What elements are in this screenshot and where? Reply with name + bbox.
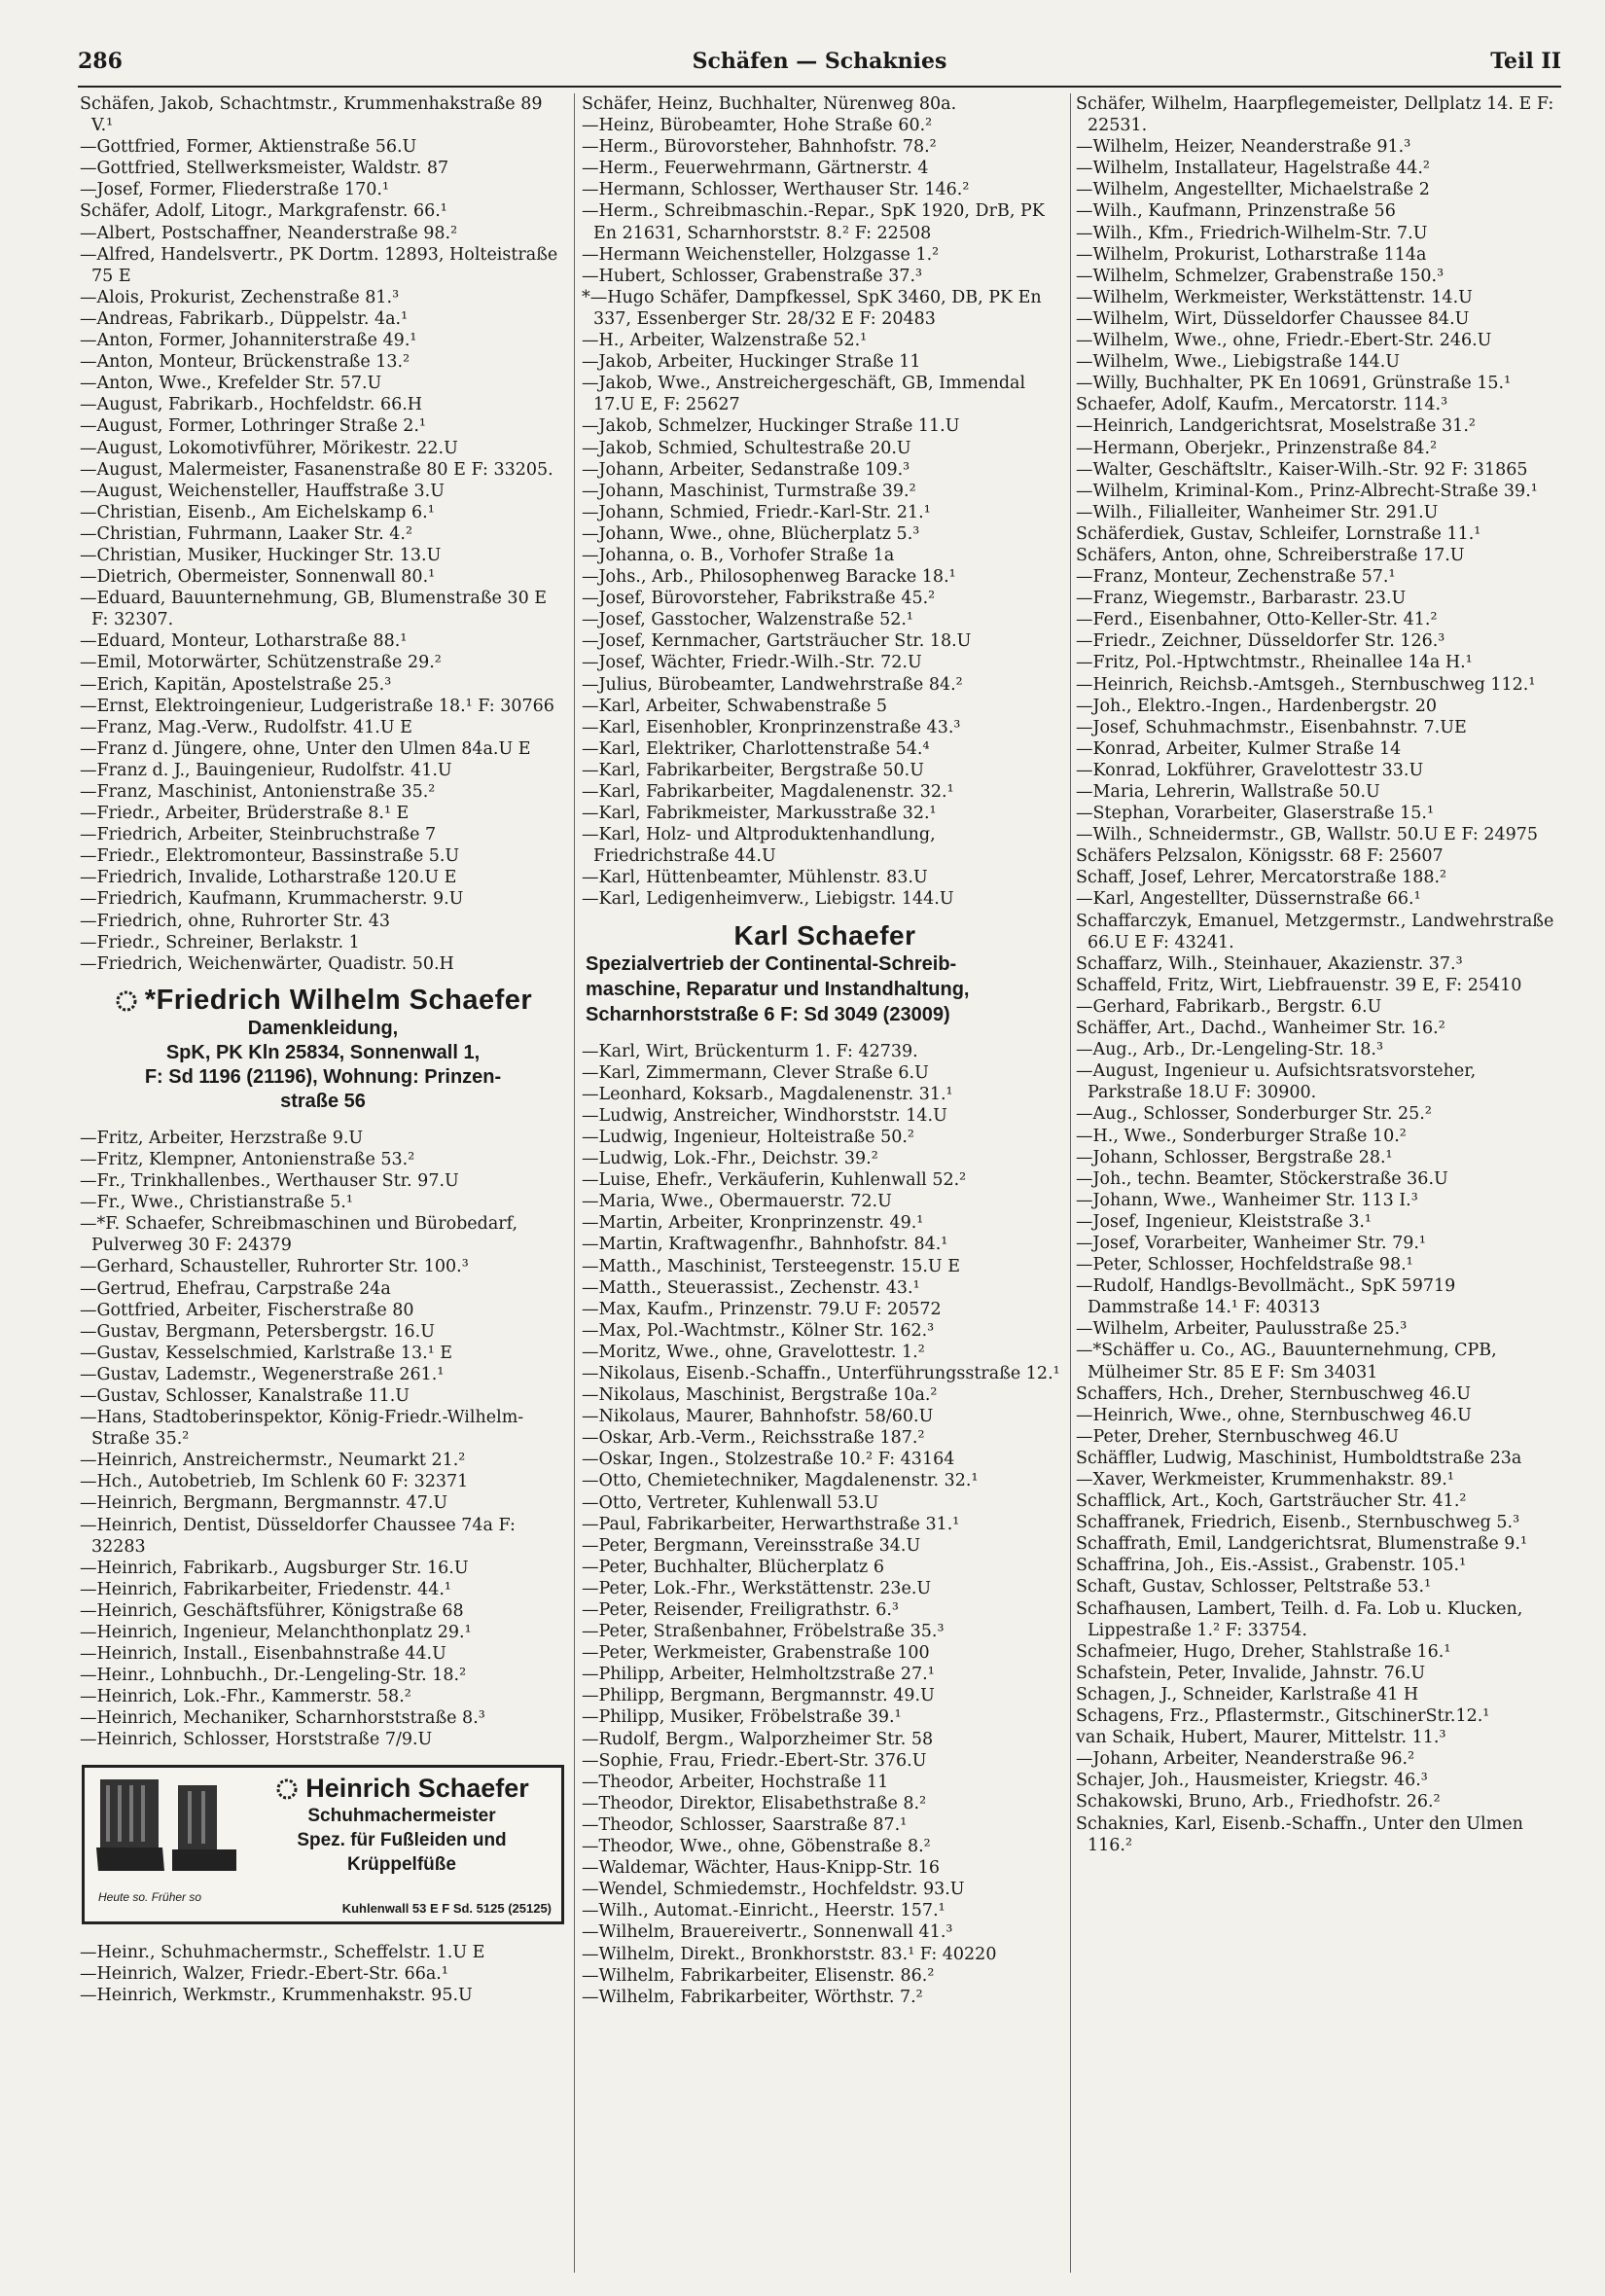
directory-entry: —Josef, Former, Fliederstraße 170.¹ (80, 180, 389, 200)
directory-entry: Schäffer, Art., Dachd., Wanheimer Str. 16.² (1076, 1019, 1445, 1039)
column-2 (582, 93, 1068, 2273)
directory-entry: —Gerhard, Schausteller, Ruhrorter Str. 100.³ (80, 1257, 469, 1277)
directory-entry: —August, Weichensteller, Hauffstraße 3.U (80, 481, 445, 501)
directory-entry: —Eduard, Bauunternehmung, GB, Blumenstraße 30 E F: 32307. (80, 589, 548, 630)
directory-entry: —Rudolf, Handlgs-Bevollmächt., SpK 59719 Dammstraße 14.¹ F: 40313 (1076, 1276, 1456, 1318)
ad-heinrich-schaefer (82, 1765, 564, 1924)
directory-entry: Schäfers, Anton, ohne, Schreiberstraße 17.U (1076, 545, 1465, 565)
directory-entry: —Hubert, Schlosser, Grabenstraße 37.³ (582, 266, 923, 286)
directory-entry: —Matth., Maschinist, Tersteegenstr. 15.U E (582, 1256, 960, 1276)
directory-entry: —Peter, Bergmann, Vereinsstraße 34.U (582, 1535, 921, 1556)
directory-entry: —Karl, Fabrikarbeiter, Magdalenenstr. 32.¹ (582, 782, 954, 802)
directory-entry: —Hch., Autobetrieb, Im Schlenk 60 F: 32371 (80, 1472, 469, 1492)
directory-entry: —Heinrich, Wwe., ohne, Sternbuschweg 46.U (1076, 1405, 1472, 1425)
directory-entry: —Heinrich, Landgerichtsrat, Moselstraße 31.² (1076, 416, 1476, 437)
directory-entry: —Otto, Chemietechniker, Magdalenenstr. 32.¹ (582, 1471, 979, 1491)
directory-entry: —Andreas, Fabrikarb., Düppelstr. 4a.¹ (80, 308, 409, 329)
directory-entry: —Willy, Buchhalter, PK En 10691, Grünstraße 15.¹ (1076, 374, 1512, 394)
directory-entry: —Dietrich, Obermeister, Sonnenwall 80.¹ (80, 567, 436, 588)
directory-entry: —Friedrich, Weichenwärter, Quadistr. 50.H (80, 953, 454, 974)
directory-entry: —Johann, Wwe., ohne, Blücherplatz 5.³ (582, 523, 920, 544)
directory-entry: —Wilh., Filialleiter, Wanheimer Str. 291.U (1076, 502, 1439, 522)
directory-entry: —Karl, Arbeiter, Schwabenstraße 5 (582, 696, 888, 716)
page-title: Schäfen — Schaknies (692, 49, 947, 74)
directory-entry: —Franz, Maschinist, Antonienstraße 35.² (80, 782, 436, 802)
directory-entry: —*Schäffer u. Co., AG., Bauunternehmung, CPB, Mülheimer Str. 85 E F: Sm 34031 (1076, 1341, 1497, 1382)
column-1 (80, 93, 566, 2273)
directory-entry: —Julius, Bürobeamter, Landwehrstraße 84.² (582, 674, 963, 695)
directory-entry: —Christian, Eisenb., Am Eichelskamp 6.¹ (80, 502, 435, 522)
directory-entry: —Konrad, Lokführer, Gravelottestr 33.U (1076, 760, 1424, 780)
directory-entry: —Wilhelm, Schmelzer, Grabenstraße 150.³ (1076, 266, 1444, 286)
directory-entry: —Karl, Ledigenheimverw., Liebigstr. 144.U (582, 889, 954, 910)
directory-entry: —Wilh., Automat.-Einricht., Heerstr. 157.¹ (582, 1901, 945, 1921)
directory-entry: Schäfer, Heinz, Buchhalter, Nürenweg 80a. (582, 94, 957, 114)
directory-entry: —Josef, Gasstocher, Walzenstraße 52.¹ (582, 610, 913, 630)
directory-entry: —Wilhelm, Wwe., Liebigstraße 144.U (1076, 352, 1401, 373)
directory-entry: —Ludwig, Lok.-Fhr., Deichstr. 39.² (582, 1149, 878, 1169)
directory-entry: —Nikolaus, Eisenb.-Schaffn., Unterführungsstraße 12.¹ (582, 1363, 1060, 1383)
directory-entry: Schagens, Frz., Pflastermstr., GitschinerStr.12.¹ (1076, 1706, 1490, 1727)
directory-entry: —Wilh., Kfm., Friedrich-Wilhelm-Str. 7.U (1076, 223, 1428, 243)
directory-entry: —Karl, Angestellter, Düssernstraße 66.¹ (1076, 889, 1421, 910)
directory-entry: Schaefer, Adolf, Kaufm., Mercatorstr. 114.³ (1076, 395, 1448, 415)
directory-entry: —Max, Pol.-Wachtmstr., Kölner Str. 162.³ (582, 1320, 935, 1341)
ad-line: Schuhmachermeister (307, 1805, 496, 1826)
directory-entry: —Friedrich, Kaufmann, Krummacherstr. 9.U (80, 889, 464, 910)
directory-entry: —Wilhelm, Wirt, Düsseldorfer Chaussee 84.U (1076, 308, 1470, 329)
directory-entry: —Jakob, Wwe., Anstreichergeschäft, GB, Immendal 17.U E, F: 25627 (582, 374, 1026, 415)
directory-entry: —H., Arbeiter, Walzenstraße 52.¹ (582, 331, 868, 351)
directory-entry: —Philipp, Bergmann, Bergmannstr. 49.U (582, 1686, 935, 1706)
directory-entry: —Heinrich, Lok.-Fhr., Kammerstr. 58.² (80, 1687, 411, 1707)
directory-entry: —Heinrich, Geschäftsführer, Königstraße 68 (80, 1600, 464, 1621)
directory-entry: —Heinrich, Fabrikarb., Augsburger Str. 16.U (80, 1558, 469, 1578)
directory-entry: Schäffler, Ludwig, Maschinist, Humboldtstraße 23a (1076, 1448, 1522, 1468)
ad-name: Karl Schaefer (733, 919, 916, 951)
directory-entry: —Friedrich, ohne, Ruhrorter Str. 43 (80, 911, 391, 931)
directory-entry: —Karl, Elektriker, Charlottenstraße 54.⁴ (582, 738, 930, 759)
directory-entry: —Herm., Bürovorsteher, Bahnhofstr. 78.² (582, 137, 937, 158)
directory-entry: —Maria, Wwe., Obermauerstr. 72.U (582, 1192, 892, 1212)
directory-entry: —Hermann Weichensteller, Holzgasse 1.² (582, 244, 940, 265)
directory-entry: —Gerhard, Fabrikarb., Bergstr. 6.U (1076, 996, 1382, 1017)
directory-entry: Schajer, Joh., Hausmeister, Kriegstr. 46.³ (1076, 1771, 1428, 1791)
directory-entry: —Heinrich, Mechaniker, Scharnhorststraße 8.³ (80, 1708, 485, 1729)
directory-entry: —Karl, Zimmermann, Clever Straße 6.U (582, 1062, 929, 1083)
ornament-icon (114, 988, 139, 1014)
directory-entry: —Karl, Eisenhobler, Kronprinzenstraße 43.³ (582, 717, 961, 737)
directory-entry: —Moritz, Wwe., ohne, Gravelottestr. 1.² (582, 1342, 925, 1362)
directory-entry: —Josef, Bürovorsteher, Fabrikstraße 45.² (582, 589, 936, 609)
entry-list (80, 1942, 566, 2006)
directory-entry: —Peter, Straßenbahner, Fröbelstraße 35.³ (582, 1622, 945, 1642)
directory-entry: —Stephan, Vorarbeiter, Glaserstraße 15.¹ (1076, 804, 1435, 824)
directory-entry: —Heinrich, Ingenieur, Melanchthonplatz 29.¹ (80, 1623, 472, 1642)
directory-entry: —Wilhelm, Fabrikarbeiter, Elisenstr. 86.² (582, 1965, 935, 1986)
directory-entry: —*F. Schaefer, Schreibmaschinen und Bürobedarf, Pulverweg 30 F: 24379 (80, 1214, 518, 1256)
directory-entry: —Fr., Trinkhallenbes., Werthauser Str. 97.U (80, 1171, 459, 1192)
directory-entry: —Sophie, Frau, Friedr.-Ebert-Str. 376.U (582, 1750, 927, 1771)
directory-entry: —Martin, Arbeiter, Kronprinzenstr. 49.¹ (582, 1213, 924, 1234)
directory-entry: —August, Ingenieur u. Aufsichtsratsvorsteher, Parkstraße 18.U F: 30900. (1076, 1061, 1477, 1103)
ad-line: Spezialvertrieb der Continental-Schreib- (586, 952, 957, 975)
directory-entry: —Wilhelm, Brauereivertr., Sonnenwall 41.³ (582, 1922, 953, 1943)
directory-entry: —Wilhelm, Kriminal-Kom., Prinz-Albrecht-Straße 39.¹ (1076, 481, 1538, 501)
directory-entry: Schaknies, Karl, Eisenb.-Schaffn., Unter den Ulmen 116.² (1076, 1813, 1523, 1855)
directory-entry: —Erich, Kapitän, Apostelstraße 25.³ (80, 674, 392, 695)
directory-entry: —Gustav, Bergmann, Petersbergstr. 16.U (80, 1321, 435, 1342)
ad-line: Damenkleidung, (247, 1017, 399, 1039)
directory-entry: —Walter, Geschäftsltr., Kaiser-Wilh.-Str. 92 F: 31865 (1076, 459, 1528, 480)
directory-entry: Schäfer, Adolf, Litogr., Markgrafenstr. 66.¹ (80, 201, 447, 222)
directory-entry: *—Hugo Schäfer, Dampfkessel, SpK 3460, DB, PK En 337, Essenberger Str. 28/32 E F: 20483 (582, 287, 1042, 329)
directory-entry: —Peter, Lok.-Fhr., Werkstättenstr. 23e.U (582, 1578, 932, 1598)
directory-entry: —Joh., Elektro.-Ingen., Hardenbergstr. 20 (1076, 696, 1438, 716)
directory-entry: —Josef, Schuhmachmstr., Eisenbahnstr. 7.UE (1076, 717, 1467, 737)
ad-line: Krüppelfüße (347, 1853, 456, 1875)
directory-entry: —Johann, Schmied, Friedr.-Karl-Str. 21.¹ (582, 502, 931, 522)
directory-entry: —Max, Kaufm., Prinzenstr. 79.U F: 20572 (582, 1299, 942, 1319)
entry-list (1076, 93, 1562, 1856)
directory-entry: —Ferd., Eisenbahner, Otto-Keller-Str. 41.² (1076, 610, 1438, 630)
directory-entry: —August, Malermeister, Fasanenstraße 80 E F: 33205. (80, 459, 553, 480)
directory-entry: —Franz, Mag.-Verw., Rudolfstr. 41.U E (80, 717, 412, 737)
ad-line: Scharnhorststraße 6 F: Sd 3049 (23009) (586, 1003, 950, 1025)
directory-entry: —Wilhelm, Installateur, Hagelstraße 44.² (1076, 159, 1430, 179)
ad-line: Spez. für Fußleiden und (297, 1829, 507, 1850)
entry-list (582, 1041, 1068, 2008)
directory-entry: —Franz d. J., Bauingenieur, Rudolfstr. 41.U (80, 760, 452, 780)
directory-entry: —Paul, Fabrikarbeiter, Herwarthstraße 31.¹ (582, 1514, 960, 1534)
ornament-icon (274, 1776, 300, 1802)
directory-entry: —Maria, Lehrerin, Wallstraße 50.U (1076, 782, 1380, 802)
directory-entry: Schaffarz, Wilh., Steinhauer, Akazienstr. 37.³ (1076, 953, 1463, 974)
directory-entry: —Waldemar, Wächter, Haus-Knipp-Str. 16 (582, 1858, 941, 1879)
ad-address: Kuhlenwall 53 E F Sd. 5125 (25125) (341, 1900, 552, 1916)
directory-entry: —Wilhelm, Werkmeister, Werkstättenstr. 14.U (1076, 287, 1473, 307)
directory-entry: —Franz d. Jüngere, ohne, Unter den Ulmen 84a.U E (80, 738, 531, 759)
directory-entry: —Joh., techn. Beamter, Stöckerstraße 36.U (1076, 1168, 1448, 1189)
directory-entry: —Karl, Holz- und Altproduktenhandlung, Friedrichstraße 44.U (582, 825, 936, 867)
directory-entry: —Gustav, Lademstr., Wegenerstraße 261.¹ (80, 1364, 445, 1384)
directory-entry: —Heinrich, Anstreichermstr., Neumarkt 21.² (80, 1451, 466, 1471)
directory-entry: —Josef, Vorarbeiter, Wanheimer Str. 79.¹ (1076, 1233, 1426, 1253)
directory-entry: —H., Wwe., Sonderburger Straße 10.² (1076, 1126, 1407, 1146)
directory-entry: —Wilhelm, Prokurist, Lotharstraße 114a (1076, 244, 1427, 265)
directory-entry: Schäferdiek, Gustav, Schleifer, Lornstraße 11.¹ (1076, 523, 1481, 544)
ad-name: Heinrich Schaefer (305, 1773, 529, 1803)
directory-entry: —Jakob, Schmelzer, Huckinger Straße 11.U (582, 416, 960, 437)
directory-entry: —Friedrich, Invalide, Lotharstraße 120.U E (80, 868, 457, 888)
directory-entry: —Fr., Wwe., Christianstraße 5.¹ (80, 1193, 353, 1213)
directory-entry: —August, Lokomotivführer, Mörikestr. 22.U (80, 438, 458, 458)
directory-entry: —Oskar, Ingen., Stolzestraße 10.² F: 43164 (582, 1450, 955, 1470)
directory-entry: —Gertrud, Ehefrau, Carpstraße 24a (80, 1278, 391, 1299)
ad-line: SpK, PK Kln 25834, Sonnenwall 1, (165, 1041, 481, 1063)
directory-entry: —Anton, Former, Johanniterstraße 49.¹ (80, 331, 417, 351)
ad-karl-schaefer (582, 920, 1068, 1027)
column-divider (1070, 93, 1071, 2273)
directory-entry: —Luise, Ehefr., Verkäuferin, Kuhlenwall 52.² (582, 1170, 967, 1191)
directory-entry: —Johann, Maschinist, Turmstraße 39.² (582, 481, 916, 501)
directory-entry: —Fritz, Klempner, Antonienstraße 53.² (80, 1149, 415, 1169)
directory-entry: —Gottfried, Stellwerksmeister, Waldstr. 87 (80, 159, 449, 179)
directory-entry: —Peter, Dreher, Sternbuschweg 46.U (1076, 1426, 1399, 1447)
directory-entry: —Heinrich, Schlosser, Horststraße 7/9.U (80, 1730, 433, 1750)
directory-entry: —Theodor, Wwe., ohne, Göbenstraße 8.² (582, 1837, 931, 1857)
directory-entry: —Theodor, Direktor, Elisabethstraße 8.² (582, 1793, 927, 1813)
directory-entry: —Heinrich, Dentist, Düsseldorfer Chaussee 74a F: 32283 (80, 1515, 516, 1557)
directory-entry: —Johann, Arbeiter, Sedanstraße 109.³ (582, 459, 910, 480)
page-header (78, 49, 1561, 90)
directory-entry: —Josef, Wächter, Friedr.-Wilh.-Str. 72.U (582, 653, 922, 673)
directory-entry: —Oskar, Arb.-Verm., Reichsstraße 187.² (582, 1428, 925, 1449)
directory-entry: —Ludwig, Ingenieur, Holteistraße 50.² (582, 1127, 914, 1147)
ad-name: *Friedrich Wilhelm Schaefer (144, 984, 533, 1016)
entry-list (80, 1128, 566, 1751)
directory-entry: Schagen, J., Schneider, Karlstraße 41 H (1076, 1684, 1419, 1704)
directory-entry: —Christian, Musiker, Huckinger Str. 13.U (80, 545, 442, 565)
directory-entry: —Wilhelm, Direkt., Bronkhorststr. 83.¹ F: 40220 (582, 1944, 997, 1964)
directory-entry: Schaffrina, Joh., Eis.-Assist., Grabenstr. 105.¹ (1076, 1556, 1467, 1576)
directory-entry: —Wilh., Schneidermstr., GB, Wallstr. 50.U E F: 24975 (1076, 825, 1539, 845)
directory-entry: —Peter, Reisender, Freiligrathstr. 6.³ (582, 1600, 899, 1620)
directory-entry: —Fritz, Pol.-Hptwchtmstr., Rheinallee 14a H.¹ (1076, 653, 1473, 673)
directory-entry: —Wilhelm, Fabrikarbeiter, Wörthstr. 7.² (582, 1987, 923, 2007)
directory-entry: —Josef, Kernmacher, Gartsträucher Str. 18.U (582, 631, 972, 652)
directory-entry: —Friedr., Schreiner, Berlakstr. 1 (80, 932, 360, 952)
directory-entry: Schaffranek, Friedrich, Eisenb., Sternbuschweg 5.³ (1076, 1513, 1520, 1533)
directory-entry: —Hans, Stadtoberinspektor, König-Friedr.-Wilhelm-Straße 35.² (80, 1408, 524, 1450)
directory-entry: —Christian, Fuhrmann, Laaker Str. 4.² (80, 523, 412, 544)
directory-entry: —Wilh., Kaufmann, Prinzenstraße 56 (1076, 201, 1396, 222)
directory-entry: —Leonhard, Koksarb., Magdalenenstr. 31.¹ (582, 1084, 953, 1104)
directory-entry: —Gustav, Schlosser, Kanalstraße 11.U (80, 1385, 410, 1406)
directory-entry: —Wilhelm, Angestellter, Michaelstraße 2 (1076, 180, 1430, 200)
directory-entry: —Gottfried, Former, Aktienstraße 56.U (80, 137, 417, 158)
column-divider (574, 93, 575, 2273)
directory-entry: —Hermann, Schlosser, Werthauser Str. 146.² (582, 180, 970, 200)
directory-entry: —Rudolf, Bergm., Walporzheimer Str. 58 (582, 1729, 934, 1749)
directory-entry: Schäfer, Wilhelm, Haarpflegemeister, Dellplatz 14. E F: 22531. (1076, 94, 1554, 136)
column-3 (1076, 93, 1562, 2273)
part-label: Teil II (1490, 49, 1561, 74)
directory-entry: —Anton, Monteur, Brückenstraße 13.² (80, 352, 410, 373)
directory-entry: Schaffarczyk, Emanuel, Metzgermstr., Landwehrstraße 66.U E F: 43241. (1076, 911, 1554, 952)
directory-entry: Schafflick, Art., Koch, Gartsträucher Str. 41.² (1076, 1491, 1467, 1512)
directory-entry: —Jakob, Arbeiter, Huckinger Straße 11 (582, 352, 921, 373)
directory-entry: —Xaver, Werkmeister, Krummenhakstr. 89.¹ (1076, 1470, 1454, 1489)
directory-entry: —Gustav, Kesselschmied, Karlstraße 13.¹ E (80, 1343, 453, 1363)
directory-entry: —Nikolaus, Maschinist, Bergstraße 10a.² (582, 1385, 938, 1406)
ad-line: F: Sd 1196 (21196), Wohnung: Prinzen- (144, 1065, 502, 1088)
directory-entry: —Theodor, Arbeiter, Hochstraße 11 (582, 1772, 889, 1792)
directory-entry: —Hermann, Oberjekr., Prinzenstraße 84.² (1076, 438, 1438, 458)
directory-entry: —Philipp, Arbeiter, Helmholtzstraße 27.¹ (582, 1665, 935, 1685)
ad-line: maschine, Reparatur und Instandhaltung, (586, 978, 970, 1000)
directory-entry: —Heinr., Schuhmachermstr., Scheffelstr. 1.U E (80, 1942, 485, 1962)
directory-entry: Schäfers Pelzsalon, Königsstr. 68 F: 25607 (1076, 846, 1444, 867)
directory-entry: —Nikolaus, Maurer, Bahnhofstr. 58/60.U (582, 1407, 934, 1427)
directory-entry: —Heinr., Lohnbuchh., Dr.-Lengeling-Str. 18.² (80, 1666, 467, 1686)
directory-entry: —Otto, Vertreter, Kuhlenwall 53.U (582, 1492, 879, 1513)
directory-entry: —Aug., Schlosser, Sonderburger Str. 25.² (1076, 1104, 1432, 1125)
directory-entry: Schafmeier, Hugo, Dreher, Stahlstraße 16.¹ (1076, 1641, 1451, 1662)
directory-entry: —Peter, Buchhalter, Blücherplatz 6 (582, 1557, 884, 1577)
header-rule (78, 86, 1561, 88)
directory-entry: —Philipp, Musiker, Fröbelstraße 39.¹ (582, 1707, 902, 1728)
directory-entry: —Johann, Wwe., Wanheimer Str. 113 I.³ (1076, 1190, 1418, 1210)
directory-entry: —Aug., Arb., Dr.-Lengeling-Str. 18.³ (1076, 1040, 1383, 1060)
directory-entry: —Friedr., Zeichner, Düsseldorfer Str. 126.³ (1076, 631, 1445, 652)
entry-list (80, 93, 566, 975)
directory-entry: Schaffers, Hch., Dreher, Sternbuschweg 46.U (1076, 1383, 1471, 1404)
directory-entry: Schakowski, Bruno, Arb., Friedhofstr. 26.² (1076, 1792, 1441, 1812)
directory-entry: —Heinrich, Install., Eisenbahnstraße 44.U (80, 1644, 446, 1665)
directory-entry: Schafstein, Peter, Invalide, Jahnstr. 76.U (1076, 1663, 1426, 1683)
ad-caption: Heute so. Früher so (98, 1889, 202, 1904)
directory-entry: —Franz, Monteur, Zechenstraße 57.¹ (1076, 567, 1396, 588)
directory-entry: —Johanna, o. B., Vorhofer Straße 1a (582, 545, 895, 565)
directory-entry: —August, Former, Lothringer Straße 2.¹ (80, 416, 426, 437)
directory-entry: —Karl, Wirt, Brückenturm 1. F: 42739. (582, 1041, 918, 1061)
page-number: 286 (78, 49, 123, 74)
directory-entry: —Franz, Wiegemstr., Barbarastr. 23.U (1076, 589, 1407, 609)
directory-entry: —Emil, Motorwärter, Schützenstraße 29.² (80, 653, 442, 673)
boots-illustration-icon (94, 1777, 240, 1886)
directory-entry: Schäfen, Jakob, Schachtmstr., Krummenhakstraße 89 V.¹ (80, 94, 543, 136)
directory-entry: —Heinrich, Reichsb.-Amtsgeh., Sternbuschweg 112.¹ (1076, 674, 1536, 695)
directory-entry: —Karl, Hüttenbeamter, Mühlenstr. 83.U (582, 868, 928, 888)
directory-entry: —August, Fabrikarb., Hochfeldstr. 66.H (80, 395, 423, 415)
directory-entry: —Wilhelm, Arbeiter, Paulusstraße 25.³ (1076, 1319, 1408, 1340)
directory-entry: —Ludwig, Anstreicher, Windhorststr. 14.U (582, 1105, 947, 1126)
directory-entry: —Alois, Prokurist, Zechenstraße 81.³ (80, 287, 400, 307)
directory-entry: —Herm., Feuerwehrmann, Gärtnerstr. 4 (582, 159, 929, 179)
directory-entry: Schaft, Gustav, Schlosser, Peltstraße 53.¹ (1076, 1577, 1432, 1597)
directory-entry: —Peter, Schlosser, Hochfeldstraße 98.¹ (1076, 1255, 1413, 1275)
directory-entry: —Heinrich, Werkmstr., Krummenhakstr. 95.U (80, 1985, 473, 2005)
directory-entry: —Konrad, Arbeiter, Kulmer Straße 14 (1076, 738, 1402, 759)
directory-entry: —Friedrich, Arbeiter, Steinbruchstraße 7 (80, 825, 437, 845)
directory-entry: —Heinz, Bürobeamter, Hohe Straße 60.² (582, 116, 933, 136)
directory-entry: —Wilhelm, Wwe., ohne, Friedr.-Ebert-Str. 246.U (1076, 331, 1492, 351)
directory-entry: —Jakob, Schmied, Schultestraße 20.U (582, 438, 911, 458)
directory-entry: van Schaik, Hubert, Maurer, Mittelstr. 11.³ (1076, 1728, 1446, 1748)
directory-entry: Schafhausen, Lambert, Teilh. d. Fa. Lob u. Klucken, Lippestraße 1.² F: 33754. (1076, 1598, 1523, 1640)
directory-entry: Schaffeld, Fritz, Wirt, Liebfrauenstr. 39 E, F: 25410 (1076, 975, 1522, 995)
directory-entry: —Gottfried, Arbeiter, Fischerstraße 80 (80, 1300, 414, 1320)
directory-entry: —Heinrich, Bergmann, Bergmannstr. 47.U (80, 1493, 448, 1514)
directory-entry: Schaffrath, Emil, Landgerichtsrat, Blumenstraße 9.¹ (1076, 1534, 1528, 1555)
ad-friedrich-wilhelm-schaefer (80, 985, 566, 1114)
directory-entry: —Wendel, Schmiedemstr., Hochfeldstr. 93.U (582, 1880, 965, 1900)
directory-entry: —Peter, Werkmeister, Grabenstraße 100 (582, 1643, 930, 1664)
directory-entry: —Eduard, Monteur, Lotharstraße 88.¹ (80, 631, 408, 652)
directory-entry: —Alfred, Handelsvertr., PK Dortm. 12893, Holteistraße 75 E (80, 244, 558, 286)
directory-entry: —Karl, Fabrikmeister, Markusstraße 32.¹ (582, 804, 937, 824)
directory-entry: —Theodor, Schlosser, Saarstraße 87.¹ (582, 1814, 908, 1835)
directory-entry: —Wilhelm, Heizer, Neanderstraße 91.³ (1076, 137, 1411, 158)
directory-entry: —Anton, Wwe., Krefelder Str. 57.U (80, 374, 382, 394)
directory-entry: —Johann, Arbeiter, Neanderstraße 96.² (1076, 1749, 1415, 1770)
directory-entry: —Josef, Ingenieur, Kleiststraße 3.¹ (1076, 1211, 1372, 1232)
directory-entry: —Albert, Postschaffner, Neanderstraße 98.² (80, 223, 458, 243)
directory-entry: —Ernst, Elektroingenieur, Ludgeristraße 18.¹ F: 30766 (80, 696, 554, 716)
directory-entry: —Karl, Fabrikarbeiter, Bergstraße 50.U (582, 760, 924, 780)
directory-entry: —Friedr., Arbeiter, Brüderstraße 8.¹ E (80, 804, 410, 824)
directory-entry: —Fritz, Arbeiter, Herzstraße 9.U (80, 1128, 364, 1148)
directory-entry: —Heinrich, Walzer, Friedr.-Ebert-Str. 66a.¹ (80, 1963, 448, 1984)
entry-list (582, 93, 1068, 911)
directory-entry: —Martin, Kraftwagenfhr., Bahnhofstr. 84.¹ (582, 1235, 948, 1255)
directory-entry: —Matth., Steuerassist., Zechenstr. 43.¹ (582, 1277, 920, 1298)
directory-entry: —Heinrich, Fabrikarbeiter, Friedenstr. 44.¹ (80, 1579, 451, 1599)
directory-entry: —Friedr., Elektromonteur, Bassinstraße 5.U (80, 846, 460, 867)
directory-entry: —Johs., Arb., Philosophenweg Baracke 18.¹ (582, 567, 956, 588)
directory-entry: Schaff, Josef, Lehrer, Mercatorstraße 188.² (1076, 868, 1447, 888)
directory-entry: —Herm., Schreibmaschin.-Repar., SpK 1920, DrB, PK En 21631, Scharnhorststr. 8.² F: 22508 (582, 201, 1045, 243)
directory-entry: —Johann, Schlosser, Bergstraße 28.¹ (1076, 1147, 1393, 1167)
ad-line: straße 56 (280, 1090, 366, 1112)
